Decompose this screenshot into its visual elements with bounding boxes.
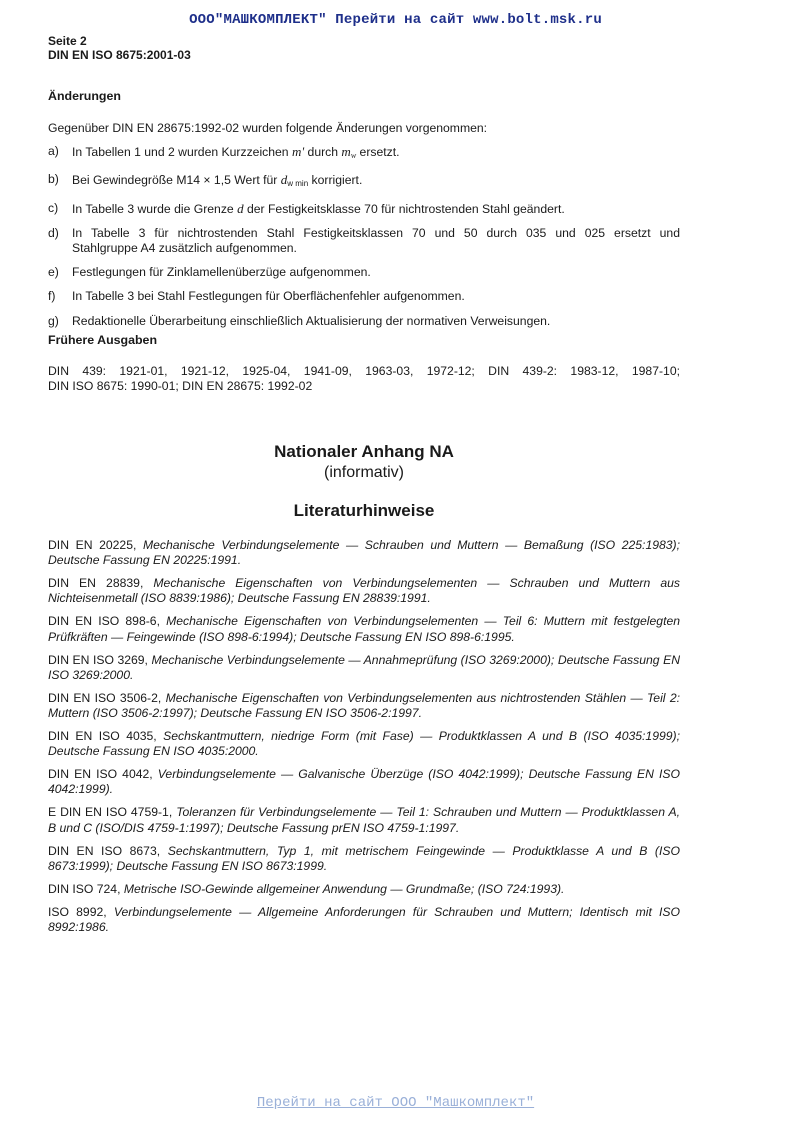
change-text: In Tabelle 3 für nichtrostenden Stahl Festigkeitsklassen 70 und 50 durch 035 und 025 ersetzt und Stahlgruppe A4 zusätzlich aufgenommen. [72, 225, 680, 255]
change-text: In Tabelle 3 wurde die Grenze d der Festigkeitsklasse 70 für nichtrostenden Stahl geändert. [72, 200, 565, 216]
changes-heading: Änderungen [48, 89, 121, 103]
changes-list-wrap [48, 144, 680, 338]
annex-subtitle: (informativ) [323, 464, 404, 481]
document-id: DIN EN ISO 8675:2001-03 [48, 48, 191, 62]
literature-heading: Literaturhinweise [293, 501, 435, 520]
reference-item: DIN EN ISO 898-6, Mechanische Eigenschaften von Verbindungselementen — Teil 6: Muttern mit festgelegten Prüfkräften — Feingewinde (ISO 898-6:1994); Deutsche Fassung EN ISO 898-6:1995. [48, 614, 681, 644]
editions-line-2: DIN ISO 8675: 1990-01; DIN EN 28675: 1992-02 [48, 379, 313, 393]
change-text: Festlegungen für Zinklamellenüberzüge aufgenommen. [72, 265, 371, 280]
reference-item: DIN EN ISO 4042, Verbindungselemente — Galvanische Überzüge (ISO 4042:1999); Deutsche Fassung EN ISO 4042:1999). [48, 767, 680, 797]
editions-section [48, 333, 680, 348]
reference-item: DIN EN ISO 4035, Sechskantmuttern, niedrige Form (mit Fase) — Produktklassen A und B (ISO 4035:1999); Deutsche Fassung EN ISO 4035:2000. [48, 729, 680, 759]
reference-item: DIN EN 20225, Mechanische Verbindungselemente — Schrauben und Muttern — Bemaßung (ISO 225:1983); Deutsche Fassung EN 20225:1991. [48, 538, 680, 568]
change-letter: b) [48, 172, 59, 187]
change-letter: e) [48, 265, 59, 280]
change-item-d [48, 226, 680, 256]
change-item-b [48, 172, 680, 191]
footer-site-link[interactable]: Перейти на сайт ООО "Машкомплект" [256, 1095, 535, 1111]
reference-item: E DIN EN ISO 4759-1, Toleranzen für Verbindungselemente — Teil 1: Schrauben und Muttern — Produktklassen A, B und C (ISO/DIS 4759-1:1997); Deutsche Fassung prEN ISO 4759-1:1997. [48, 805, 680, 835]
reference-item: ISO 8992, Verbindungselemente — Allgemeine Anforderungen für Schrauben und Muttern; Identisch mit ISO 8992:1986. [48, 904, 680, 935]
editions-line-1: DIN 439: 1921-01, 1921-12, 1925-04, 1941-09, 1963-03, 1972-12; DIN 439-2: 1983-12, 1987-10; [48, 364, 680, 378]
changes-intro: Gegenüber DIN EN 28675:1992-02 wurden folgende Änderungen vorgenommen: [48, 121, 488, 135]
site-banner-link[interactable]: ООО"МАШКОМПЛЕКТ" Перейти на сайт www.bolt.msk.ru [189, 12, 602, 28]
change-letter: g) [48, 313, 59, 328]
reference-item: DIN EN ISO 3506-2, Mechanische Eigenschaften von Verbindungselementen aus nichtrostenden Stählen — Teil 2: Muttern (ISO 3506-2:1997); Deutsche Fassung EN ISO 3506-2:1997. [48, 690, 680, 721]
change-text: Redaktionelle Überarbeitung einschließlich Aktualisierung der normativen Verweisungen. [72, 313, 551, 328]
page-number: Seite 2 [48, 34, 87, 48]
reference-item: DIN ISO 724, Metrische ISO-Gewinde allgemeiner Anwendung — Grundmaße; (ISO 724:1993). [48, 881, 565, 896]
editions-heading: Frühere Ausgaben [48, 333, 158, 347]
change-text: In Tabellen 1 und 2 wurden Kurzzeichen m' durch $m_w$ ersetzt. [72, 144, 400, 160]
change-item-e [48, 265, 680, 280]
changes-section [48, 89, 680, 104]
change-item-c [48, 201, 680, 217]
change-letter: c) [48, 200, 59, 215]
editions-body [48, 364, 680, 394]
change-text: Bei Gewindegröße M14 × 1,5 Wert für $d_{w min}$ korrigiert. [72, 172, 363, 189]
changes-body [48, 121, 680, 136]
change-letter: d) [48, 225, 59, 240]
change-item-f [48, 289, 680, 304]
change-text: In Tabelle 3 bei Stahl Festlegungen für Oberflächenfehler aufgenommen. [72, 289, 465, 304]
references-list [48, 538, 680, 943]
changes-list [48, 144, 680, 329]
annex-title: Nationaler Anhang NA [274, 442, 454, 461]
reference-item: DIN EN 28839, Mechanische Eigenschaften von Verbindungselementen — Schrauben und Muttern aus Nichteisenmetall (ISO 8839:1986); Deutsche Fassung EN 28839:1991. [48, 576, 680, 606]
reference-item: DIN EN ISO 3269, Mechanische Verbindungselemente — Annahmeprüfung (ISO 3269:2000); Deutsche Fassung EN ISO 3269:2000. [48, 652, 680, 682]
change-letter: f) [48, 289, 56, 304]
change-item-g [48, 314, 680, 329]
reference-item: DIN EN ISO 8673, Sechskantmuttern, Typ 1, mit metrischem Feingewinde — Produktklasse A und B (ISO 8673:1999); Deutsche Fassung EN ISO 8673:1999. [48, 843, 680, 873]
change-letter: a) [48, 144, 59, 158]
change-item-a [48, 144, 680, 163]
